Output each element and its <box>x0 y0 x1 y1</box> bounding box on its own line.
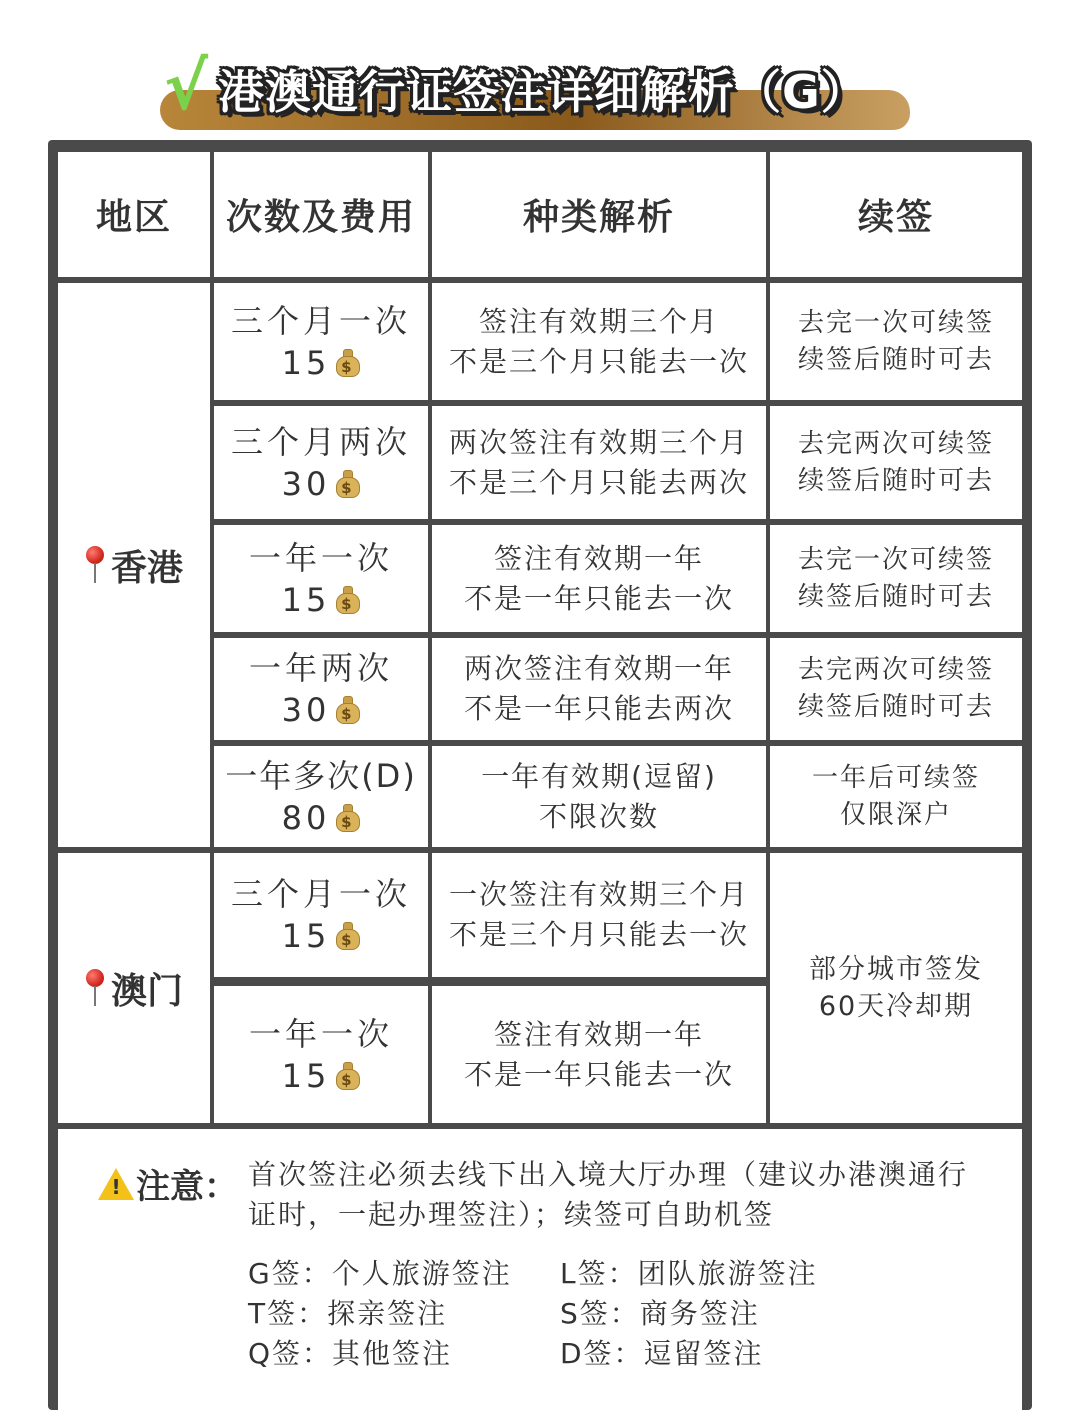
price-value: 30 <box>281 464 331 503</box>
table-row-times: 三个月一次 15 $ <box>214 283 428 400</box>
price-value: 30 <box>281 691 331 729</box>
header-renewal: 续签 <box>770 152 1022 277</box>
visa-type-item: T签：探亲签注 <box>248 1297 448 1330</box>
visa-type-item: Q签：其他签注 <box>248 1337 453 1370</box>
table-row-times: 一年一次 15 $ <box>214 986 428 1123</box>
table-row-desc: 两次签注有效期三个月 不是三个月只能去两次 <box>432 406 766 519</box>
price-value: 80 <box>281 798 331 837</box>
checkmark-icon: √ <box>164 48 209 125</box>
visa-table <box>48 140 1032 1410</box>
table-row-times: 一年一次 15 $ <box>214 525 428 632</box>
macau-renewal-cell: 部分城市签发 60天冷却期 <box>770 853 1022 1123</box>
table-row-renewal: 去完两次可续签 续签后随时可去 <box>770 638 1022 740</box>
table-row-renewal: 去完一次可续签 续签后随时可去 <box>770 525 1022 632</box>
table-row-times: 一年多次(D) 80 $ <box>214 746 428 847</box>
pushpin-icon <box>85 546 105 584</box>
money-bag-icon <box>336 586 360 614</box>
header-region: 地区 <box>58 152 210 277</box>
visa-type-item: G签：个人旅游签注 <box>248 1257 512 1290</box>
note-label: 注意： <box>136 1167 238 1207</box>
table-row-desc: 一年有效期(逗留) 不限次数 <box>432 746 766 847</box>
visa-type-item: S签：商务签注 <box>560 1297 760 1330</box>
price-value: 15 <box>281 580 331 619</box>
table-row-times: 一年两次 30 $ <box>214 638 428 740</box>
money-bag-icon <box>336 1062 360 1090</box>
note-text: 首次签注必须去线下出入境大厅办理（建议办港澳通行证时，一起办理签注）；续签可自助机签 <box>248 1158 969 1231</box>
table-row-desc: 一次签注有效期三个月 不是三个月只能去一次 <box>432 853 766 977</box>
price-value: 15 <box>281 917 331 955</box>
table-row-renewal: 去完两次可续签 续签后随时可去 <box>770 406 1022 519</box>
table-row-times: 三个月一次 15 $ <box>214 853 428 977</box>
pushpin-icon <box>85 969 105 1007</box>
table-row-desc: 签注有效期一年 不是一年只能去一次 <box>432 525 766 632</box>
header-type-analysis: 种类解析 <box>432 152 766 277</box>
page-title: 港澳通行证签注详细解析（G） <box>218 65 868 119</box>
table-row-desc: 两次签注有效期一年 不是一年只能去两次 <box>432 638 766 740</box>
region-hongkong-cell <box>58 283 210 847</box>
visa-type-item: D签：逗留签注 <box>560 1337 764 1370</box>
table-row-times: 三个月两次 30 $ <box>214 406 428 519</box>
notes-section <box>58 1129 1022 1410</box>
header-times-fee: 次数及费用 <box>214 152 428 277</box>
price-value: 15 <box>281 1056 331 1095</box>
money-bag-icon <box>336 696 360 724</box>
table-row-desc: 签注有效期三个月 不是三个月只能去一次 <box>432 283 766 400</box>
region-hongkong: 香港 <box>110 547 183 589</box>
table-row-desc: 签注有效期一年 不是一年只能去一次 <box>432 986 766 1123</box>
table-row-renewal: 一年后可续签 仅限深户 <box>770 746 1022 847</box>
money-bag-icon <box>336 470 360 498</box>
money-bag-icon <box>336 804 360 832</box>
visa-type-item: L签：团队旅游签注 <box>560 1257 818 1290</box>
money-bag-icon <box>336 922 360 950</box>
table-row-renewal: 去完一次可续签 续签后随时可去 <box>770 283 1022 400</box>
region-macau: 澳门 <box>110 970 183 1012</box>
money-bag-icon <box>336 349 360 377</box>
title-banner <box>150 48 940 132</box>
price-value: 15 <box>281 343 331 382</box>
warning-icon: ! <box>98 1168 134 1200</box>
region-macau-cell <box>58 853 210 1123</box>
